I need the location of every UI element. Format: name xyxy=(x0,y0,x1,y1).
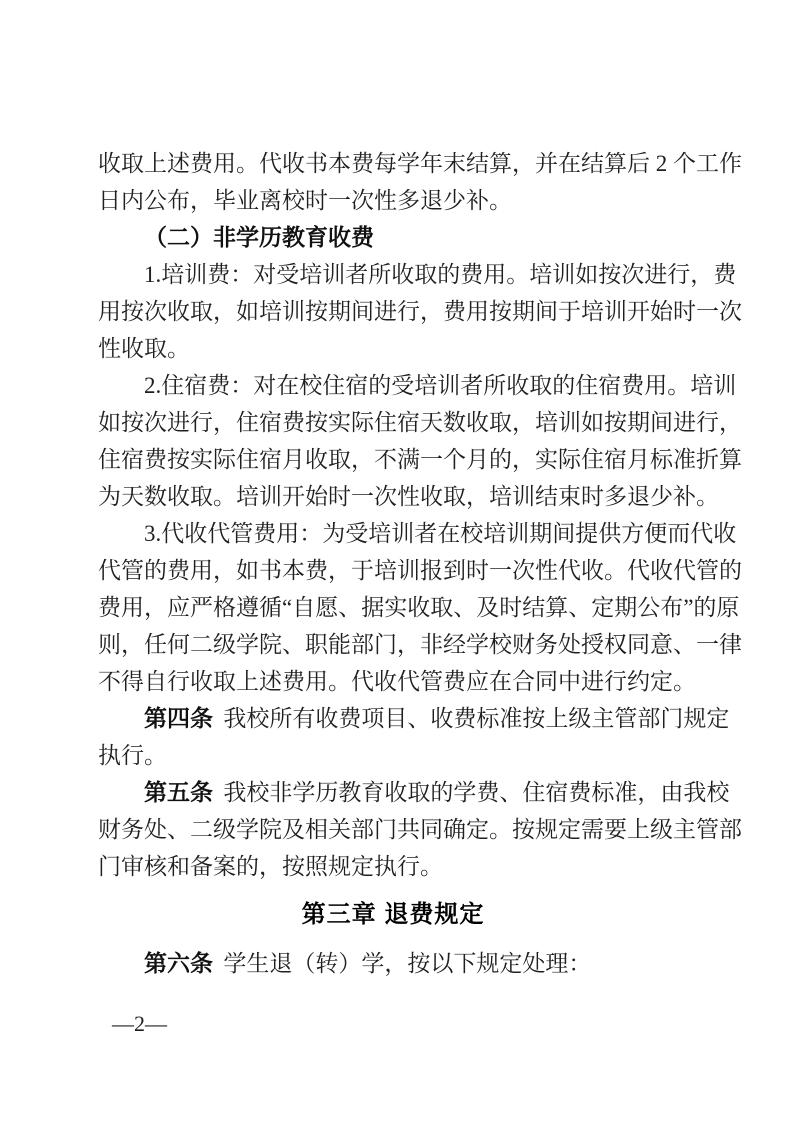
text-line: 为天数收取。培训开始时一次性收取，培训结束时多退少补。 xyxy=(98,484,719,509)
text-line: 住宿费按实际住宿月收取，不满一个月的，实际住宿月标准折算 xyxy=(98,447,742,472)
document-body xyxy=(98,145,742,982)
text-line: 不得自行收取上述费用。代收代管费应在合同中进行约定。 xyxy=(98,669,696,694)
section-heading-non-degree-fees: （二）非学历教育收费 xyxy=(144,225,374,250)
text-line: 财务处、二级学院及相关部门共同确定。按规定需要上级主管部 xyxy=(98,817,742,842)
text-line: 性收取。 xyxy=(98,336,190,361)
text-line: 2.住宿费：对在校住宿的受培训者所收取的住宿费用。培训 xyxy=(144,373,737,398)
text-line: 执行。 xyxy=(98,743,167,768)
text-line: 则，任何二级学院、职能部门，非经学校财务处授权同意、一律 xyxy=(98,632,742,657)
page-number: —2— xyxy=(112,1011,167,1036)
article-4-label: 第四条 xyxy=(144,706,213,731)
text-line: 日内公布，毕业离校时一次性多退少补。 xyxy=(98,188,512,213)
text-line: 门审核和备案的，按照规定执行。 xyxy=(98,854,443,879)
article-6-line xyxy=(98,945,688,982)
text-line: 费用，应严格遵循“自愿、据实收取、及时结算、定期公布”的原 xyxy=(98,595,740,620)
article-5-text: 我校非学历教育收取的学费、住宿费标准，由我校 xyxy=(223,780,730,805)
text-line: 收取上述费用。代收书本费每学年末结算，并在结算后 2 个工作 xyxy=(98,151,742,176)
article-4-text: 我校所有收费项目、收费标准按上级主管部门规定 xyxy=(223,706,730,731)
chapter-heading-refund-rules: 第三章 退费规定 xyxy=(301,901,485,928)
article-6-text: 学生退（转）学，按以下规定处理： xyxy=(223,951,592,976)
article-5-label: 第五条 xyxy=(144,780,213,805)
article-6-label: 第六条 xyxy=(144,951,213,976)
article-5-line xyxy=(98,774,730,811)
text-line: 代管的费用，如书本费，于培训报到时一次性代收。代收代管的 xyxy=(98,558,742,583)
text-line: 1.培训费：对受培训者所收取的费用。培训如按次进行，费 xyxy=(144,262,737,287)
article-4-line xyxy=(98,700,730,737)
text-line: 如按次进行，住宿费按实际住宿天数收取，培训如按期间进行， xyxy=(98,410,742,435)
text-line: 用按次收取，如培训按期间进行，费用按期间于培训开始时一次 xyxy=(98,299,742,324)
text-line: 3.代收代管费用：为受培训者在校培训期间提供方便而代收 xyxy=(144,521,737,546)
